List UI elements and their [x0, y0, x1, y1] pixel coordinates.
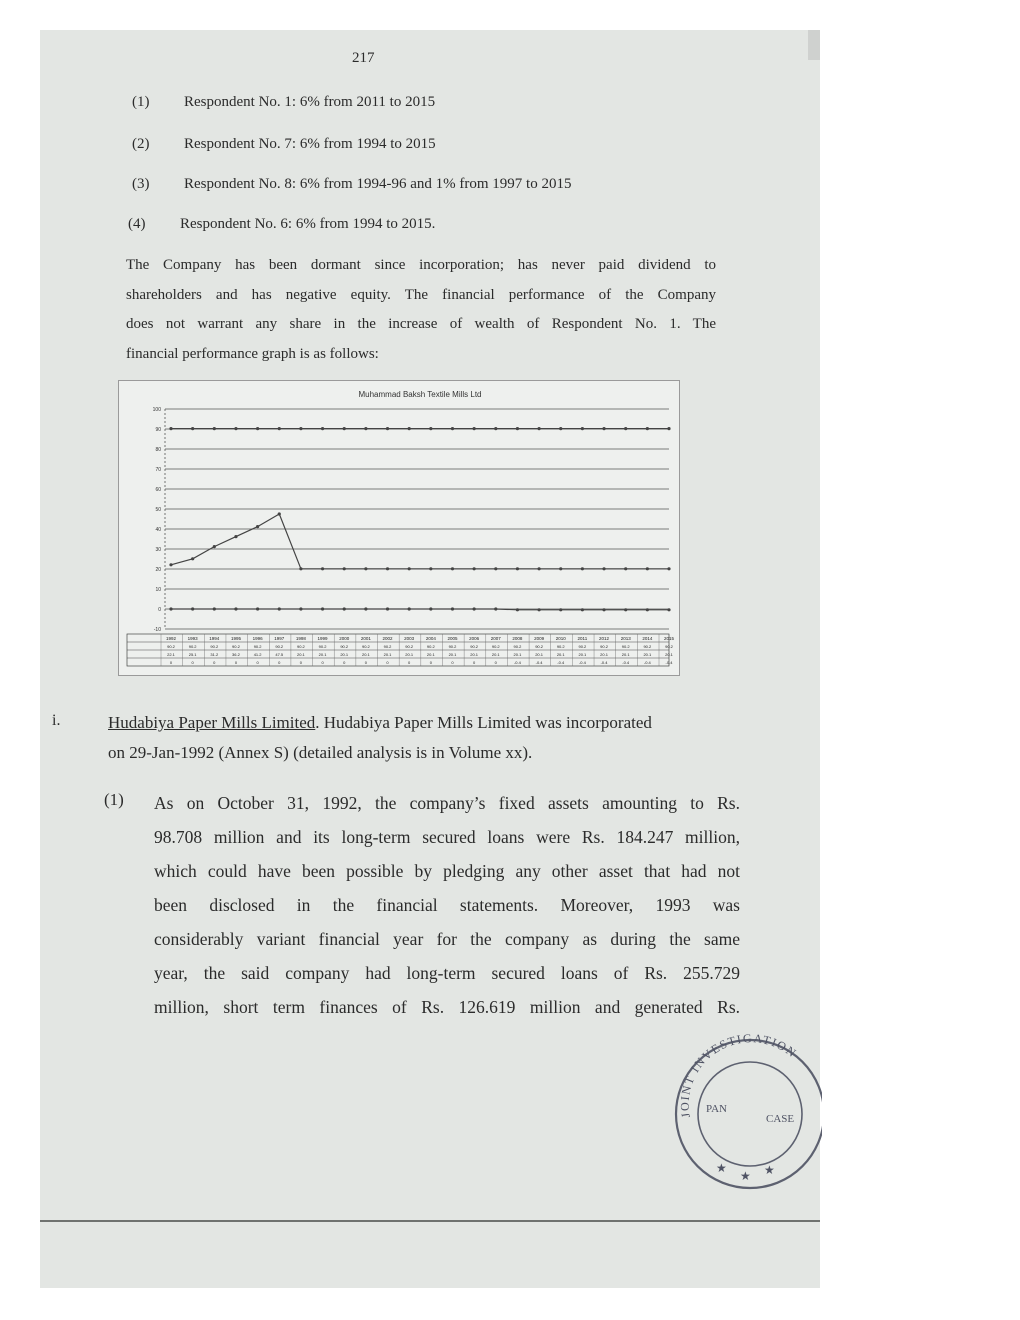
respondent-item-2	[132, 136, 436, 153]
data-point	[602, 608, 605, 611]
data-label: 20.1	[600, 652, 608, 657]
x-tick-label: 2012	[599, 636, 610, 641]
data-label: 90.2	[405, 644, 414, 649]
data-point	[516, 608, 519, 611]
respondent-item-3	[132, 176, 571, 193]
data-label: 20.1	[643, 652, 652, 657]
document-page	[40, 30, 820, 1288]
financial-performance-chart	[118, 380, 680, 676]
x-tick-label: 2007	[490, 636, 501, 641]
data-point	[386, 427, 389, 430]
data-point	[494, 567, 497, 570]
x-tick-label: 2003	[404, 636, 415, 641]
data-label: 20.1	[405, 652, 414, 657]
data-label: 90.2	[275, 644, 284, 649]
x-tick-label: 2000	[339, 636, 350, 641]
data-label: 20.1	[621, 652, 630, 657]
data-label: 20.1	[491, 652, 500, 657]
data-label: 20.1	[318, 652, 327, 657]
data-label: 90.2	[167, 644, 175, 649]
data-point	[667, 608, 670, 611]
paragraph-line: shareholders and has negative equity. The financial performance of the Company	[126, 286, 716, 303]
data-label: 20.1	[383, 652, 392, 657]
data-label: 90.2	[513, 644, 522, 649]
data-label: 0	[451, 660, 454, 665]
data-point	[299, 607, 302, 610]
data-point	[234, 427, 237, 430]
paragraph-line: does not warrant any share in the increase of wealth of Respondent No. 1. The	[126, 316, 716, 332]
stamp-middle-left: PAN	[706, 1103, 727, 1115]
data-label: 41.2	[253, 652, 262, 657]
data-point	[256, 427, 259, 430]
respondent-text: Respondent No. 6: 6% from 1994 to 2015.	[180, 216, 436, 232]
stamp-star-icon: ★	[716, 1161, 727, 1175]
data-label: 90.2	[470, 644, 479, 649]
data-label: 20.1	[361, 652, 370, 657]
data-point	[581, 567, 584, 570]
stamp-arc-text: JOINT INVESTIGATION	[677, 1031, 800, 1119]
data-label: 90.2	[188, 644, 197, 649]
data-point	[169, 563, 172, 566]
x-tick-label: 1996	[252, 636, 263, 641]
data-point	[602, 427, 605, 430]
data-point	[451, 607, 454, 610]
x-tick-label: 2010	[555, 636, 566, 641]
data-label: 0	[386, 660, 389, 665]
data-label: 0	[169, 660, 173, 665]
data-label: 90.2	[297, 644, 305, 649]
data-label: 31.2	[210, 652, 219, 657]
data-point	[429, 427, 432, 430]
data-point	[191, 607, 194, 610]
y-tick-label: 100	[152, 407, 161, 413]
data-point	[364, 427, 367, 430]
data-label: 90.2	[448, 644, 457, 649]
x-tick-label: 1995	[230, 636, 241, 641]
subsection-paragraph	[154, 786, 740, 1024]
data-point	[667, 427, 670, 430]
x-tick-label: 1993	[187, 636, 198, 641]
data-point	[516, 427, 519, 430]
respondent-text: Respondent No. 8: 6% from 1994-96 and 1% from 1997 to 2015	[184, 176, 572, 192]
section-text: . Hudabiya Paper Mills Limited was incorporated	[315, 713, 652, 732]
data-label: 22.1	[167, 652, 175, 657]
data-point	[581, 608, 584, 611]
data-label: 0	[299, 660, 303, 665]
data-point	[624, 608, 627, 611]
data-label: 90.2	[578, 644, 587, 649]
subsection-line: As on October 31, 1992, the company’s fixed assets amounting to Rs.	[154, 793, 740, 813]
hudabiya-section-paragraph	[108, 708, 728, 768]
x-tick-label: 2008	[512, 636, 523, 641]
data-point	[213, 607, 216, 610]
x-tick-label: 2014	[642, 636, 653, 641]
company-name-heading: Hudabiya Paper Mills Limited	[108, 713, 316, 732]
y-tick-label: 20	[155, 567, 161, 573]
respondent-num: (1)	[132, 94, 150, 110]
data-label: 36.2	[232, 652, 240, 657]
data-point	[299, 567, 302, 570]
data-label: 20.1	[426, 652, 435, 657]
data-point	[494, 427, 497, 430]
data-label: 0	[213, 660, 216, 665]
data-label: 20.1	[470, 652, 479, 657]
data-label: 90.2	[535, 644, 543, 649]
paragraph-line: The Company has been dormant since incorporation; has never paid dividend to	[126, 257, 716, 273]
data-point	[602, 567, 605, 570]
stamp-star-icon: ★	[740, 1169, 751, 1183]
data-label: 25.1	[188, 652, 197, 657]
paragraph-line: financial performance graph is as follows:	[126, 345, 379, 362]
x-tick-label: 2002	[382, 636, 393, 641]
data-label: 90.2	[556, 644, 565, 649]
data-label: 0	[256, 660, 259, 665]
data-label: 90.2	[232, 644, 240, 649]
data-point	[234, 607, 237, 610]
respondent-item-4	[128, 216, 435, 233]
data-point	[191, 427, 194, 430]
data-label: 0	[234, 660, 238, 665]
stamp-middle-right: CASE	[766, 1113, 795, 1125]
x-tick-label: 1998	[295, 636, 306, 641]
x-tick-label: 2013	[620, 636, 631, 641]
series-line-2	[171, 514, 669, 569]
data-point	[191, 557, 194, 560]
data-point	[646, 608, 649, 611]
respondent-num: (4)	[128, 216, 146, 232]
data-point	[321, 607, 324, 610]
x-tick-label: 2005	[447, 636, 458, 641]
data-label: 90.2	[361, 644, 370, 649]
respondent-num: (2)	[132, 136, 150, 152]
x-tick-label: 2001	[360, 636, 371, 641]
chart-svg	[119, 381, 679, 675]
data-point	[429, 607, 432, 610]
chart-title: Muhammad Baksh Textile Mills Ltd	[358, 390, 482, 399]
data-label: -0.4	[557, 660, 565, 665]
data-point	[646, 427, 649, 430]
svg-text:JOINT INVESTIGATION	[678, 1031, 800, 1119]
data-label: 20.1	[297, 652, 305, 657]
data-point	[364, 607, 367, 610]
data-point	[559, 427, 562, 430]
data-label: -0.4	[513, 660, 521, 665]
data-point	[343, 567, 346, 570]
data-label: 0	[408, 660, 411, 665]
data-point	[386, 607, 389, 610]
data-label: 0	[191, 660, 194, 665]
data-label: 0	[343, 660, 346, 665]
data-label: -0.4	[665, 660, 673, 665]
data-label: 90.2	[210, 644, 219, 649]
y-tick-label: 10	[155, 587, 161, 593]
y-tick-label: 50	[155, 507, 161, 513]
x-tick-label: 1999	[317, 636, 328, 641]
data-point	[559, 567, 562, 570]
data-point	[581, 427, 584, 430]
y-tick-label: 70	[155, 467, 161, 473]
data-point	[473, 607, 476, 610]
data-point	[256, 607, 259, 610]
respondent-item-1	[132, 94, 435, 111]
data-label: 47.5	[275, 652, 284, 657]
data-point	[299, 427, 302, 430]
data-label: -0.4	[643, 660, 651, 665]
data-label: 20.1	[556, 652, 565, 657]
x-tick-label: 1997	[274, 636, 285, 641]
data-label: 90.2	[643, 644, 652, 649]
data-point	[213, 427, 216, 430]
data-label: -0.4	[578, 660, 586, 665]
respondent-text: Respondent No. 1: 6% from 2011 to 2015	[184, 94, 436, 110]
data-point	[169, 427, 172, 430]
x-tick-label: 1992	[165, 636, 177, 641]
data-point	[429, 567, 432, 570]
subsection-number: (1)	[104, 790, 124, 809]
data-point	[408, 607, 411, 610]
data-label: -0.4	[600, 660, 608, 665]
data-label: 20.1	[578, 652, 587, 657]
data-point	[451, 427, 454, 430]
data-point	[213, 545, 216, 548]
data-label: 20.1	[340, 652, 349, 657]
section-marker: i.	[52, 712, 61, 729]
data-label: 90.2	[665, 644, 673, 649]
data-point	[386, 567, 389, 570]
data-label: -0.4	[535, 660, 543, 665]
data-label: 20.1	[513, 652, 522, 657]
data-point	[343, 607, 346, 610]
data-label: 90.2	[491, 644, 500, 649]
x-tick-label: 2006	[469, 636, 480, 641]
data-point	[451, 567, 454, 570]
data-label: 90.2	[600, 644, 608, 649]
data-point	[408, 567, 411, 570]
x-tick-label: 2015	[663, 636, 675, 641]
data-point	[473, 567, 476, 570]
data-point	[646, 567, 649, 570]
data-label: 0	[494, 660, 497, 665]
x-tick-label: 2009	[534, 636, 545, 641]
data-point	[624, 567, 627, 570]
page-number: 217	[352, 50, 375, 66]
data-label: 90.2	[340, 644, 349, 649]
data-point	[169, 607, 172, 610]
data-label: 0	[278, 660, 281, 665]
data-point	[321, 567, 324, 570]
data-point	[234, 535, 237, 538]
data-point	[256, 525, 259, 528]
data-label: 20.1	[448, 652, 457, 657]
data-point	[278, 607, 281, 610]
data-point	[278, 427, 281, 430]
company-paragraph	[126, 251, 716, 369]
subsection-line: which could have been possible by pledging any other asset that had not	[154, 861, 740, 881]
y-tick-label: 80	[155, 447, 161, 453]
bottom-rule	[40, 1220, 820, 1222]
data-point	[494, 607, 497, 610]
data-label: 90.2	[426, 644, 435, 649]
data-point	[537, 427, 540, 430]
respondent-text: Respondent No. 7: 6% from 1994 to 2015	[184, 136, 436, 152]
x-tick-label: 2004	[425, 636, 436, 641]
subsection-line: 98.708 million and its long-term secured loans were Rs. 184.247 million,	[154, 827, 740, 847]
x-tick-label: 2011	[577, 636, 588, 641]
y-tick-label: 40	[155, 527, 161, 533]
y-tick-label: -10	[153, 627, 161, 633]
subsection-line: year, the said company had long-term secured loans of Rs. 255.729	[154, 963, 740, 983]
subsection-line: million, short term finances of Rs. 126.619 million and generated Rs.	[154, 997, 740, 1017]
data-label: 90.2	[621, 644, 630, 649]
x-tick-label: 1994	[209, 636, 220, 641]
data-label: 0	[321, 660, 324, 665]
data-label: 20.1	[665, 652, 673, 657]
y-tick-label: 30	[155, 547, 161, 553]
subsection-line: considerably variant financial year for the company as during the same	[154, 929, 740, 949]
data-label: 90.2	[253, 644, 262, 649]
stamp-star-icon: ★	[764, 1163, 775, 1177]
data-point	[516, 567, 519, 570]
data-point	[321, 427, 324, 430]
respondent-num: (3)	[132, 176, 150, 192]
data-point	[537, 567, 540, 570]
data-point	[364, 567, 367, 570]
data-label: 0	[364, 660, 367, 665]
data-point	[343, 427, 346, 430]
data-point	[473, 427, 476, 430]
data-label: 0	[429, 660, 432, 665]
data-point	[667, 567, 670, 570]
page-edge-shadow	[808, 30, 820, 60]
investigation-stamp	[662, 1022, 822, 1192]
data-label: 90.2	[318, 644, 327, 649]
section-text-line2: on 29-Jan-1992 (Annex S) (detailed analysis is in Volume xx).	[108, 743, 533, 762]
data-point	[408, 427, 411, 430]
data-point	[559, 608, 562, 611]
y-tick-label: 0	[158, 607, 161, 613]
data-label: 0	[473, 660, 476, 665]
y-tick-label: 90	[155, 427, 161, 433]
data-label: 20.1	[535, 652, 543, 657]
subsection-line: been disclosed in the financial statements. Moreover, 1993 was	[154, 895, 740, 915]
data-label: -0.4	[622, 660, 630, 665]
data-point	[278, 512, 281, 515]
y-tick-label: 60	[155, 487, 161, 493]
data-label: 90.2	[383, 644, 392, 649]
data-point	[537, 608, 540, 611]
data-point	[624, 427, 627, 430]
